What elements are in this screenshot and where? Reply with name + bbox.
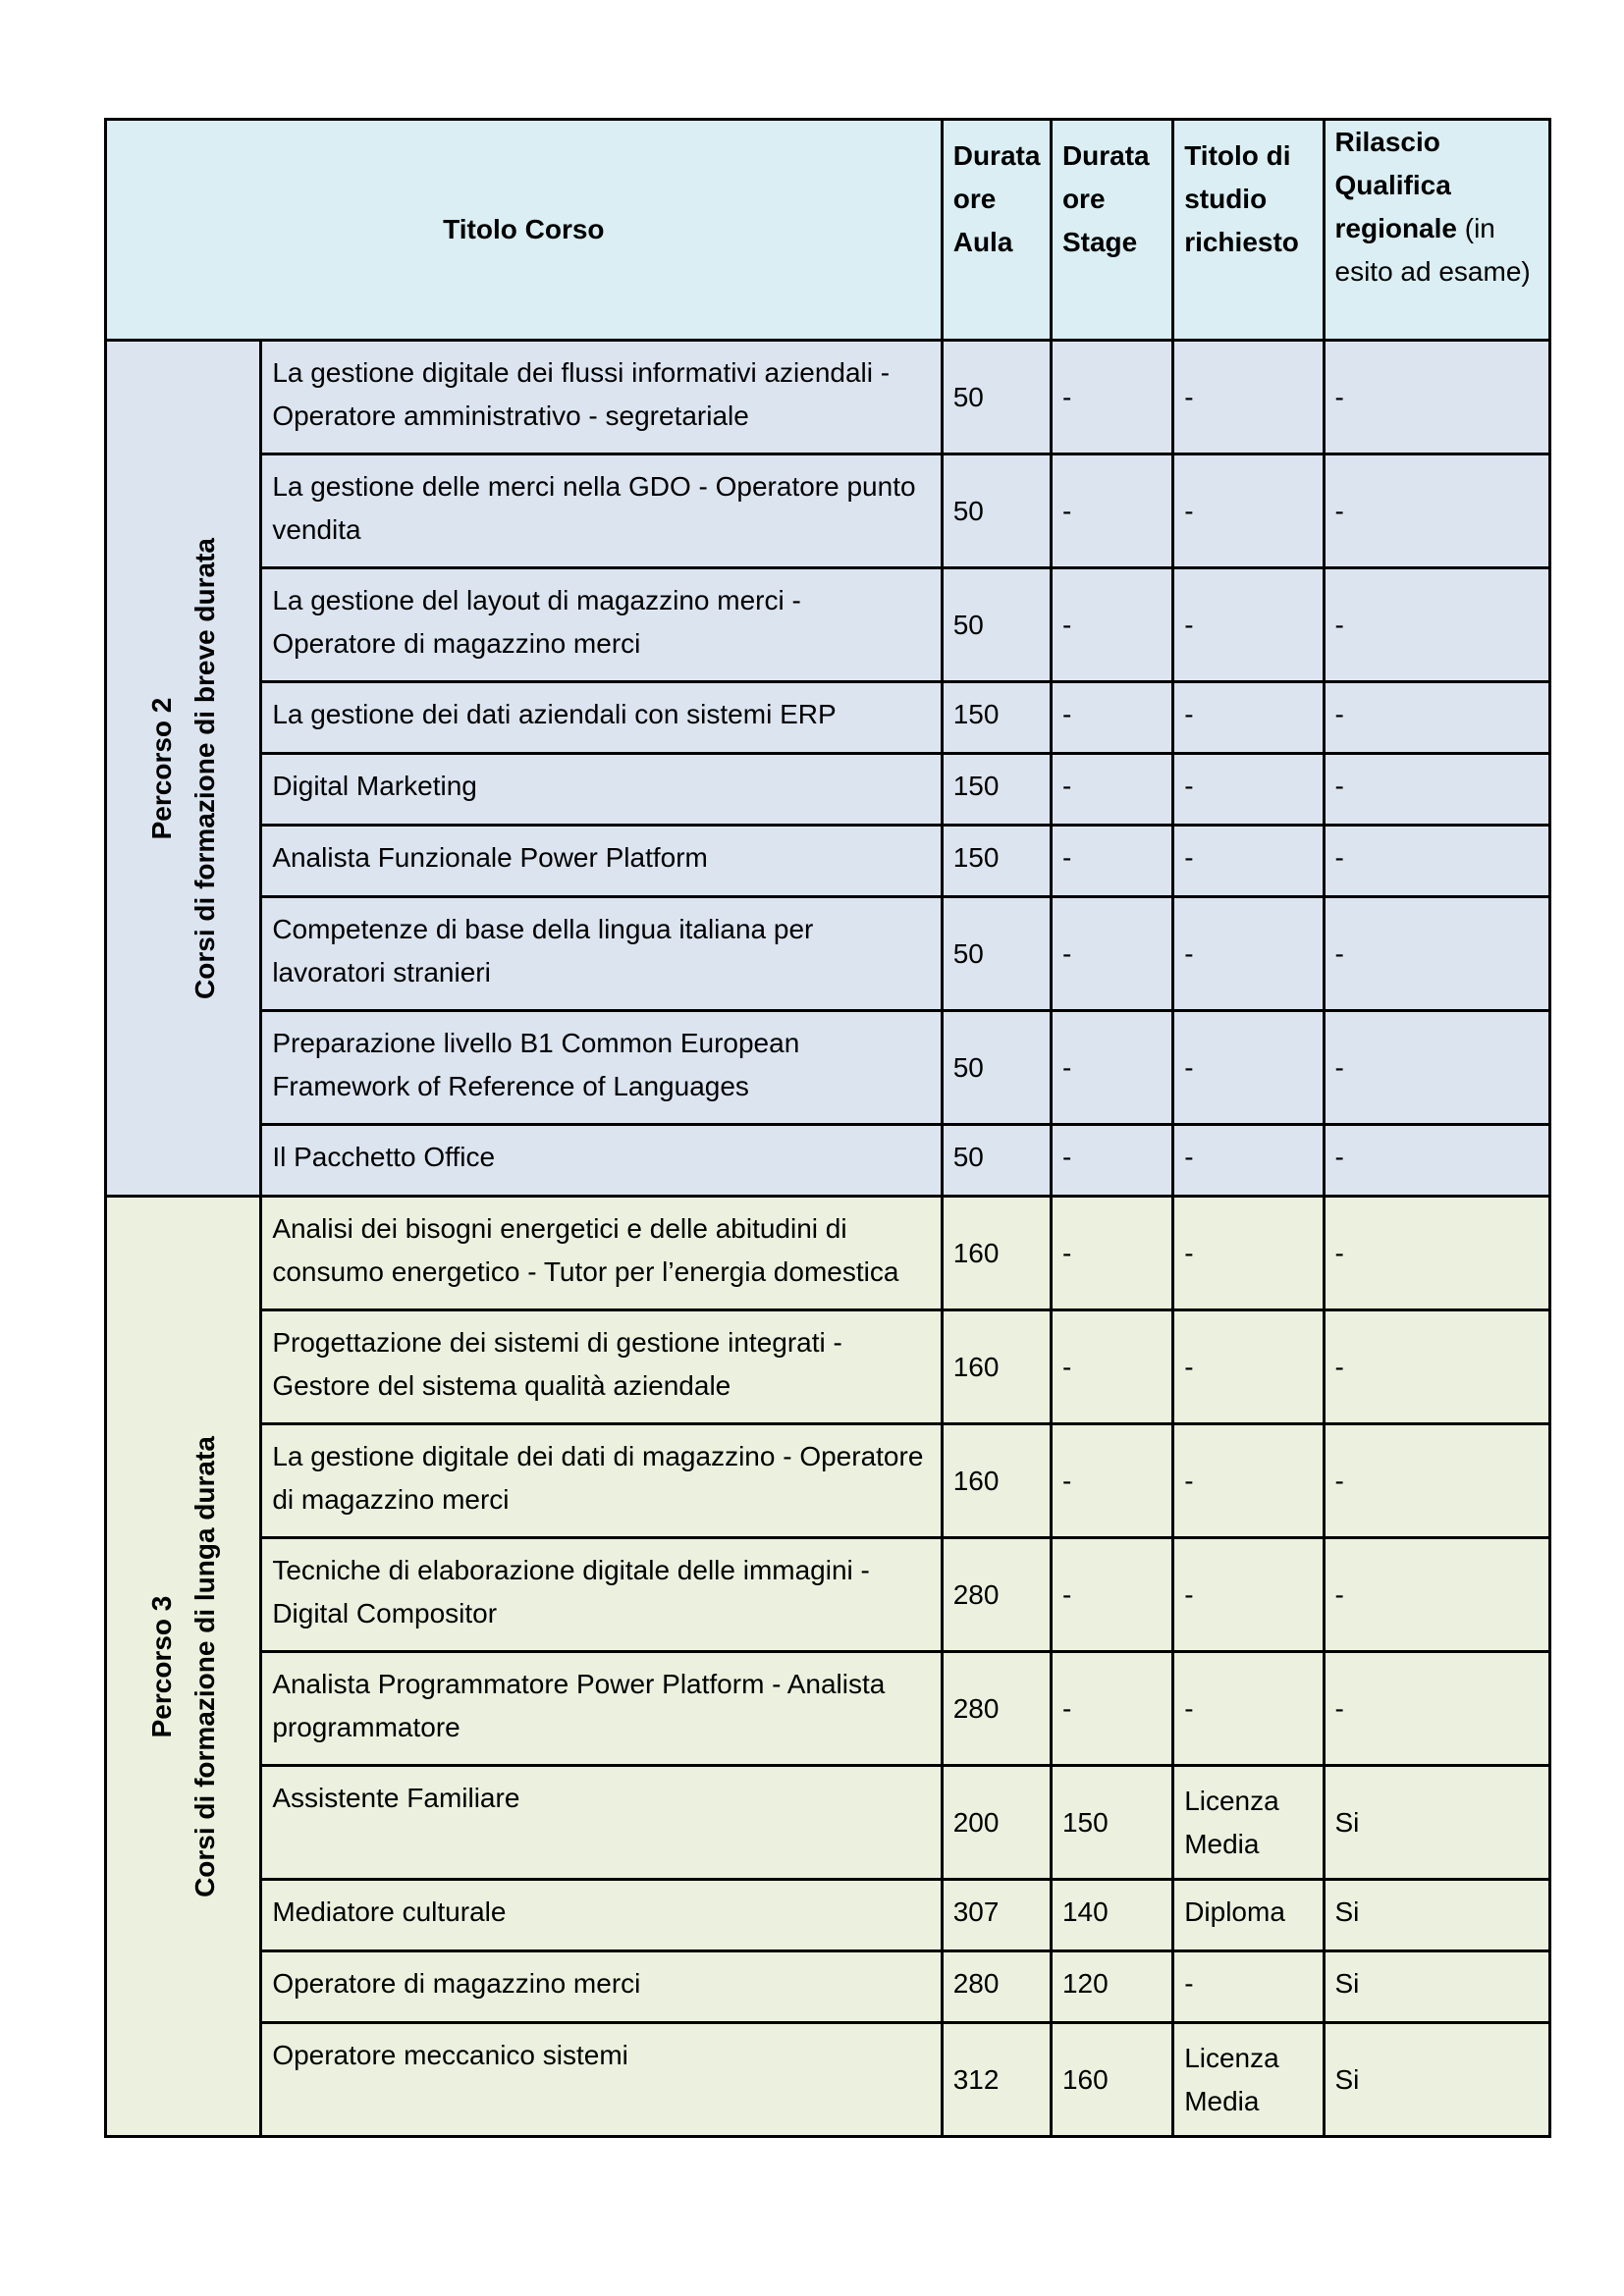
durata-stage-value: 120 bbox=[1051, 1951, 1172, 2023]
table-row bbox=[106, 826, 1550, 897]
course-title: Competenze di base della lingua italiana per lavoratori stranieri bbox=[261, 897, 942, 1011]
rilascio-qualifica-value: - bbox=[1324, 1538, 1550, 1652]
titolo-studio-value: - bbox=[1173, 1197, 1324, 1310]
table-row bbox=[106, 1766, 1550, 1880]
durata-stage-value: - bbox=[1051, 1652, 1172, 1766]
durata-stage-value: 150 bbox=[1051, 1766, 1172, 1880]
course-title: La gestione del layout di magazzino merci - Operatore di magazzino merci bbox=[261, 568, 942, 682]
titolo-studio-value: - bbox=[1173, 1652, 1324, 1766]
durata-stage-value: - bbox=[1051, 897, 1172, 1011]
durata-stage-value: - bbox=[1051, 1424, 1172, 1538]
durata-aula-value: 312 bbox=[942, 2023, 1051, 2137]
course-title: Assistente Familiare bbox=[261, 1766, 942, 1880]
rilascio-qualifica-value: Si bbox=[1324, 1951, 1550, 2023]
rilascio-qualifica-value: - bbox=[1324, 1011, 1550, 1125]
durata-aula-value: 150 bbox=[942, 754, 1051, 826]
durata-stage-value: - bbox=[1051, 754, 1172, 826]
header-titolo-studio-line3: richiesto bbox=[1184, 227, 1299, 257]
group-description: Corsi di formazione di breve durata bbox=[189, 537, 220, 999]
titolo-studio-value: - bbox=[1173, 341, 1324, 454]
durata-stage-value: - bbox=[1051, 1310, 1172, 1424]
durata-stage-value: - bbox=[1051, 826, 1172, 897]
table-row bbox=[106, 1125, 1550, 1197]
durata-stage-value: - bbox=[1051, 568, 1172, 682]
group-vertical-label bbox=[140, 1436, 227, 1897]
rilascio-qualifica-value: Si bbox=[1324, 1880, 1550, 1951]
rilascio-qualifica-value: - bbox=[1324, 897, 1550, 1011]
group-description: Corsi di formazione di lunga durata bbox=[189, 1435, 220, 1897]
rilascio-qualifica-value: - bbox=[1324, 754, 1550, 826]
course-title: Il Pacchetto Office bbox=[261, 1125, 942, 1197]
group-label-cell bbox=[106, 1197, 261, 2137]
table-row bbox=[106, 1538, 1550, 1652]
durata-aula-value: 150 bbox=[942, 826, 1051, 897]
table-row bbox=[106, 1197, 1550, 1310]
course-title: La gestione digitale dei flussi informativi aziendali - Operatore amministrativo - segretariale bbox=[261, 341, 942, 454]
course-title: Analista Funzionale Power Platform bbox=[261, 826, 942, 897]
header-rilascio-line3: regionale bbox=[1334, 213, 1457, 243]
course-title: Operatore meccanico sistemi bbox=[261, 2023, 942, 2137]
durata-aula-value: 280 bbox=[942, 1538, 1051, 1652]
group-percorso: Percorso 3 bbox=[145, 1595, 177, 1737]
header-titolo-studio-line2: studio bbox=[1184, 184, 1268, 214]
rilascio-qualifica-value: - bbox=[1324, 682, 1550, 754]
durata-aula-value: 50 bbox=[942, 454, 1051, 568]
durata-stage-value: 160 bbox=[1051, 2023, 1172, 2137]
course-title: Progettazione dei sistemi di gestione integrati - Gestore del sistema qualità aziendale bbox=[261, 1310, 942, 1424]
durata-aula-value: 200 bbox=[942, 1766, 1051, 1880]
titolo-studio-value: - bbox=[1173, 1125, 1324, 1197]
titolo-studio-value: - bbox=[1173, 1538, 1324, 1652]
course-title: Preparazione livello B1 Common European Framework of Reference of Languages bbox=[261, 1011, 942, 1125]
table-row bbox=[106, 1424, 1550, 1538]
header-titolo-studio bbox=[1173, 120, 1324, 341]
header-durata-stage-line1: Durata bbox=[1061, 140, 1150, 171]
group-label-cell bbox=[106, 341, 261, 1197]
titolo-studio-value: Diploma bbox=[1173, 1880, 1324, 1951]
rilascio-qualifica-value: - bbox=[1324, 826, 1550, 897]
header-titolo-studio-line1: Titolo di bbox=[1184, 140, 1291, 171]
titolo-studio-value: - bbox=[1173, 682, 1324, 754]
header-durata-aula-line3: Aula bbox=[952, 227, 1013, 257]
durata-aula-value: 160 bbox=[942, 1424, 1051, 1538]
durata-aula-value: 160 bbox=[942, 1310, 1051, 1424]
durata-aula-value: 307 bbox=[942, 1880, 1051, 1951]
table-row bbox=[106, 1310, 1550, 1424]
rilascio-qualifica-value: Si bbox=[1324, 1766, 1550, 1880]
rilascio-qualifica-value: - bbox=[1324, 1310, 1550, 1424]
durata-stage-value: - bbox=[1051, 1011, 1172, 1125]
header-row bbox=[106, 120, 1550, 341]
courses-table bbox=[104, 118, 1551, 2138]
rilascio-qualifica-value: - bbox=[1324, 1424, 1550, 1538]
table-row bbox=[106, 1011, 1550, 1125]
rilascio-qualifica-value: - bbox=[1324, 568, 1550, 682]
header-durata-stage-line3: Stage bbox=[1061, 227, 1138, 257]
durata-aula-value: 280 bbox=[942, 1652, 1051, 1766]
header-durata-aula-line2: ore bbox=[952, 184, 997, 214]
durata-stage-value: - bbox=[1051, 682, 1172, 754]
durata-stage-value: - bbox=[1051, 1197, 1172, 1310]
titolo-studio-value: - bbox=[1173, 1011, 1324, 1125]
rilascio-qualifica-value: - bbox=[1324, 1652, 1550, 1766]
table-row bbox=[106, 1880, 1550, 1951]
durata-stage-value: - bbox=[1051, 1125, 1172, 1197]
course-title: Tecniche di elaborazione digitale delle immagini - Digital Compositor bbox=[261, 1538, 942, 1652]
durata-stage-value: - bbox=[1051, 1538, 1172, 1652]
durata-aula-value: 50 bbox=[942, 568, 1051, 682]
courses-body bbox=[106, 341, 1550, 2137]
durata-aula-value: 50 bbox=[942, 897, 1051, 1011]
titolo-studio-value: Licenza Media bbox=[1173, 2023, 1324, 2137]
titolo-studio-value: - bbox=[1173, 454, 1324, 568]
durata-aula-value: 50 bbox=[942, 341, 1051, 454]
table-row bbox=[106, 341, 1550, 454]
header-rilascio-line2: Qualifica bbox=[1334, 170, 1451, 200]
rilascio-qualifica-value: Si bbox=[1324, 2023, 1550, 2137]
durata-aula-value: 50 bbox=[942, 1011, 1051, 1125]
durata-aula-value: 150 bbox=[942, 682, 1051, 754]
course-title: La gestione delle merci nella GDO - Operatore punto vendita bbox=[261, 454, 942, 568]
course-title: Digital Marketing bbox=[261, 754, 942, 826]
titolo-studio-value: - bbox=[1173, 826, 1324, 897]
course-title: Mediatore culturale bbox=[261, 1880, 942, 1951]
header-durata-stage bbox=[1051, 120, 1172, 341]
course-title: Analista Programmatore Power Platform - Analista programmatore bbox=[261, 1652, 942, 1766]
course-title: La gestione dei dati aziendali con sistemi ERP bbox=[261, 682, 942, 754]
header-durata-aula bbox=[942, 120, 1051, 341]
table-row bbox=[106, 682, 1550, 754]
durata-stage-value: - bbox=[1051, 341, 1172, 454]
titolo-studio-value: Licenza Media bbox=[1173, 1766, 1324, 1880]
durata-aula-value: 160 bbox=[942, 1197, 1051, 1310]
titolo-studio-value: - bbox=[1173, 754, 1324, 826]
table-row bbox=[106, 568, 1550, 682]
table-row bbox=[106, 754, 1550, 826]
rilascio-qualifica-value: - bbox=[1324, 454, 1550, 568]
titolo-studio-value: - bbox=[1173, 568, 1324, 682]
header-rilascio-line1: Rilascio bbox=[1334, 127, 1440, 157]
table-row bbox=[106, 1652, 1550, 1766]
titolo-studio-value: - bbox=[1173, 1424, 1324, 1538]
header-titolo-corso: Titolo Corso bbox=[106, 120, 943, 341]
header-rilascio-note2: esito ad esame) bbox=[1334, 256, 1531, 287]
group-percorso: Percorso 2 bbox=[145, 697, 177, 839]
group-vertical-label bbox=[140, 538, 227, 999]
titolo-studio-value: - bbox=[1173, 1310, 1324, 1424]
titolo-studio-value: - bbox=[1173, 897, 1324, 1011]
durata-aula-value: 280 bbox=[942, 1951, 1051, 2023]
table-row bbox=[106, 1951, 1550, 2023]
table-row bbox=[106, 897, 1550, 1011]
header-rilascio-note1: (in bbox=[1456, 213, 1495, 243]
course-title: Operatore di magazzino merci bbox=[261, 1951, 942, 2023]
header-rilascio-qualifica bbox=[1324, 120, 1550, 341]
table-row bbox=[106, 2023, 1550, 2137]
table-row bbox=[106, 454, 1550, 568]
rilascio-qualifica-value: - bbox=[1324, 341, 1550, 454]
rilascio-qualifica-value: - bbox=[1324, 1197, 1550, 1310]
durata-stage-value: - bbox=[1051, 454, 1172, 568]
course-title: La gestione digitale dei dati di magazzino - Operatore di magazzino merci bbox=[261, 1424, 942, 1538]
rilascio-qualifica-value: - bbox=[1324, 1125, 1550, 1197]
durata-aula-value: 50 bbox=[942, 1125, 1051, 1197]
durata-stage-value: 140 bbox=[1051, 1880, 1172, 1951]
course-title: Analisi dei bisogni energetici e delle abitudini di consumo energetico - Tutor per l’energia domestica bbox=[261, 1197, 942, 1310]
header-durata-aula-line1: Durata bbox=[952, 140, 1041, 171]
header-durata-stage-line2: ore bbox=[1061, 184, 1106, 214]
titolo-studio-value: - bbox=[1173, 1951, 1324, 2023]
